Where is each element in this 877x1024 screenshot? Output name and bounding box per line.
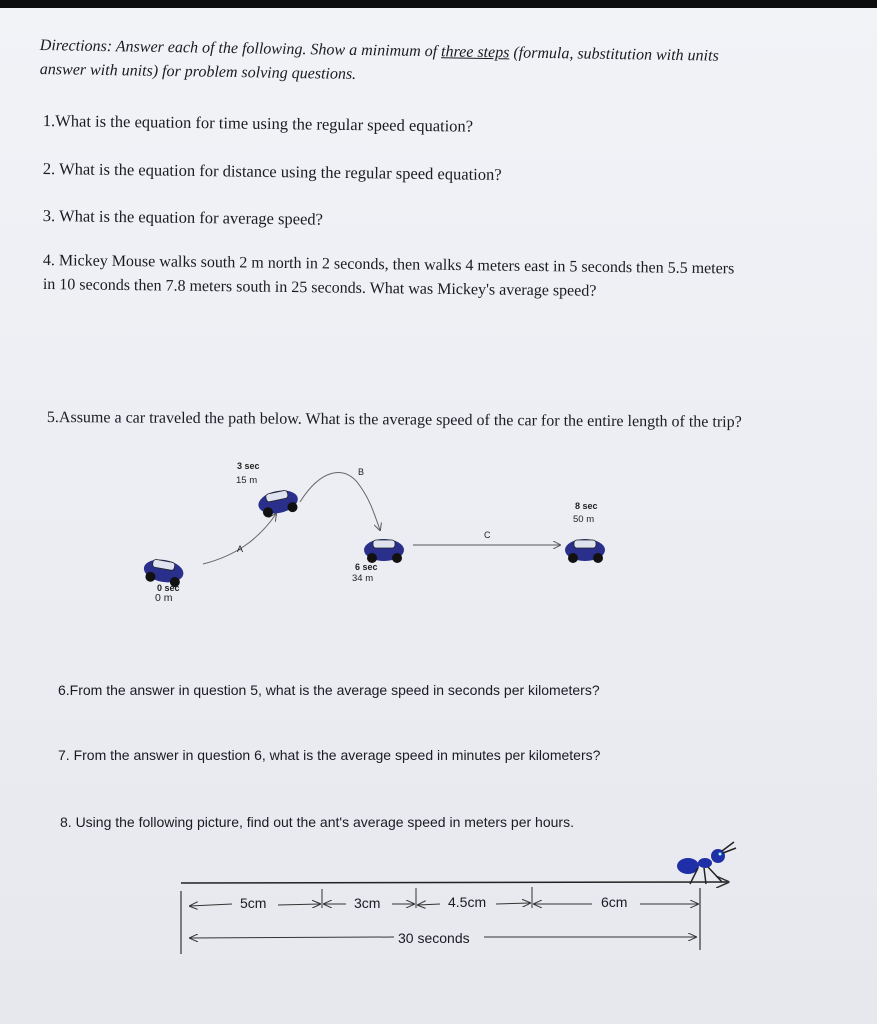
label-p2-time: 6 sec	[355, 562, 378, 572]
ant-total-time: 30 seconds	[398, 930, 470, 946]
ant-seg-3: 4.5cm	[448, 894, 487, 910]
label-start-time: 0 sec	[157, 583, 180, 593]
question-5: 5.Assume a car traveled the path below. What is the average speed of the car for the entire length of the trip?	[46, 409, 742, 431]
directions-text-a: Directions: Answer each of the following. Show a minimum of	[39, 37, 442, 61]
label-p3-dist: 50 m	[573, 514, 595, 525]
ant-seg-2: 3cm	[354, 895, 381, 911]
label-p1-time: 3 sec	[237, 461, 260, 471]
directions-line-2: answer with units) for problem solving questions.	[39, 61, 357, 83]
label-start-dist: 0 m	[155, 592, 173, 604]
label-seg-b: B	[358, 467, 365, 477]
ant-icon	[677, 842, 736, 884]
directions-text-b: (formula, substitution with units	[509, 44, 719, 65]
question-8: 8. Using the following picture, find out the ant's average speed in meters per hours.	[60, 814, 574, 830]
worksheet-page	[0, 8, 877, 1024]
ant-seg-4: 6cm	[601, 894, 628, 910]
label-seg-a: A	[237, 544, 244, 554]
label-p3-time: 8 sec	[575, 501, 598, 511]
question-1: 1.What is the equation for time using the regular speed equation?	[42, 111, 474, 136]
ant-seg-1: 5cm	[240, 895, 267, 911]
question-2: 2. What is the equation for distance using the regular speed equation?	[42, 159, 502, 185]
directions-underlined: three steps	[440, 43, 510, 62]
question-6: 6.From the answer in question 5, what is the average speed in seconds per kilometers?	[58, 682, 600, 698]
label-p2-dist: 34 m	[352, 573, 374, 584]
question-4-line-2: in 10 seconds then 7.8 meters south in 25 seconds. What was Mickey's average speed?	[42, 276, 597, 300]
question-7: 7. From the answer in question 6, what is the average speed in minutes per kilometers?	[58, 747, 601, 763]
ant-distance-diagram	[0, 8, 877, 1024]
label-seg-c: C	[484, 530, 491, 540]
question-3: 3. What is the equation for average speed?	[42, 206, 324, 229]
question-4-line-1: 4. Mickey Mouse walks south 2 m north in 2 seconds, then walks 4 meters east in 5 seconds then 5.5 meters	[42, 252, 735, 278]
label-p1-dist: 15 m	[236, 475, 258, 486]
